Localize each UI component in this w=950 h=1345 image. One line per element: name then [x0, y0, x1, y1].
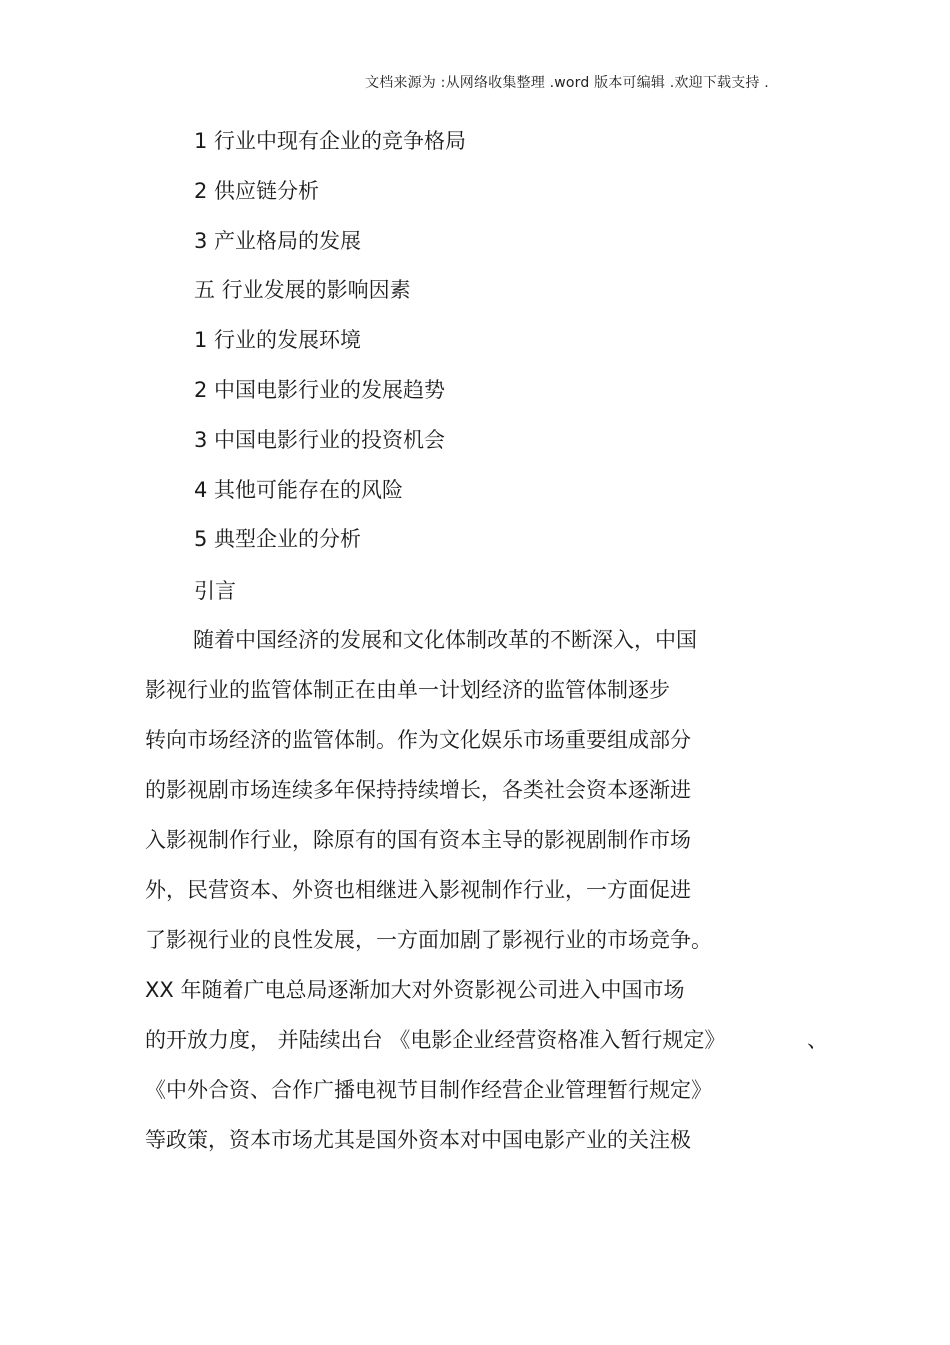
body-line: 转向市场经济的监管体制。作为文化娱乐市场重要组成部分: [145, 728, 691, 752]
toc-item: 3 产业格局的发展: [194, 228, 362, 253]
toc-item: 3 中国电影行业的投资机会: [194, 427, 446, 452]
body-line: 随着中国经济的发展和文化体制改革的不断深入，中国: [193, 628, 697, 652]
table-of-contents: [194, 126, 466, 574]
body-line-with-mark: [145, 1025, 828, 1075]
body-line: 外，民营资本、外资也相继进入影视制作行业，一方面促进: [145, 878, 691, 902]
body-line: 影视行业的监管体制正在由单一计划经济的监管体制逐步: [145, 678, 670, 702]
body-line: 入影视制作行业，除原有的国有资本主导的影视剧制作市场: [145, 828, 691, 852]
intro-heading: 引言: [194, 579, 236, 603]
body-line: 了影视行业的良性发展，一方面加剧了影视行业的市场竞争。: [145, 928, 712, 952]
toc-item: 4 其他可能存在的风险: [194, 477, 404, 502]
trailing-punctuation: 、: [807, 1028, 828, 1052]
intro-body: [145, 625, 828, 1175]
toc-item: 1 行业的发展环境: [194, 328, 362, 353]
toc-item: 1 行业中现有企业的竞争格局: [194, 129, 467, 153]
body-line: 的影视剧市场连续多年保持持续增长，各类社会资本逐渐进: [145, 778, 691, 802]
toc-item: 2 供应链分析: [194, 178, 320, 203]
toc-item: 2 中国电影行业的发展趋势: [194, 377, 446, 402]
body-line: 等政策，资本市场尤其是国外资本对中国电影产业的关注极: [145, 1128, 691, 1152]
header-note: 文档来源为 :从网络收集整理 .word 版本可编辑 .欢迎下载支持 .: [365, 75, 769, 91]
toc-item: 5 典型企业的分析: [194, 527, 362, 552]
toc-section-heading: 五 行业发展的影响因素: [194, 278, 411, 303]
body-line: XX 年随着广电总局逐渐加大对外资影视公司进入中国市场: [145, 978, 685, 1002]
body-line-text: 的开放力度， 并陆续出台 《电影企业经营资格准入暂行规定》: [145, 1028, 726, 1052]
body-line: 《中外合资、合作广播电视节目制作经营企业管理暂行规定》: [145, 1078, 712, 1102]
